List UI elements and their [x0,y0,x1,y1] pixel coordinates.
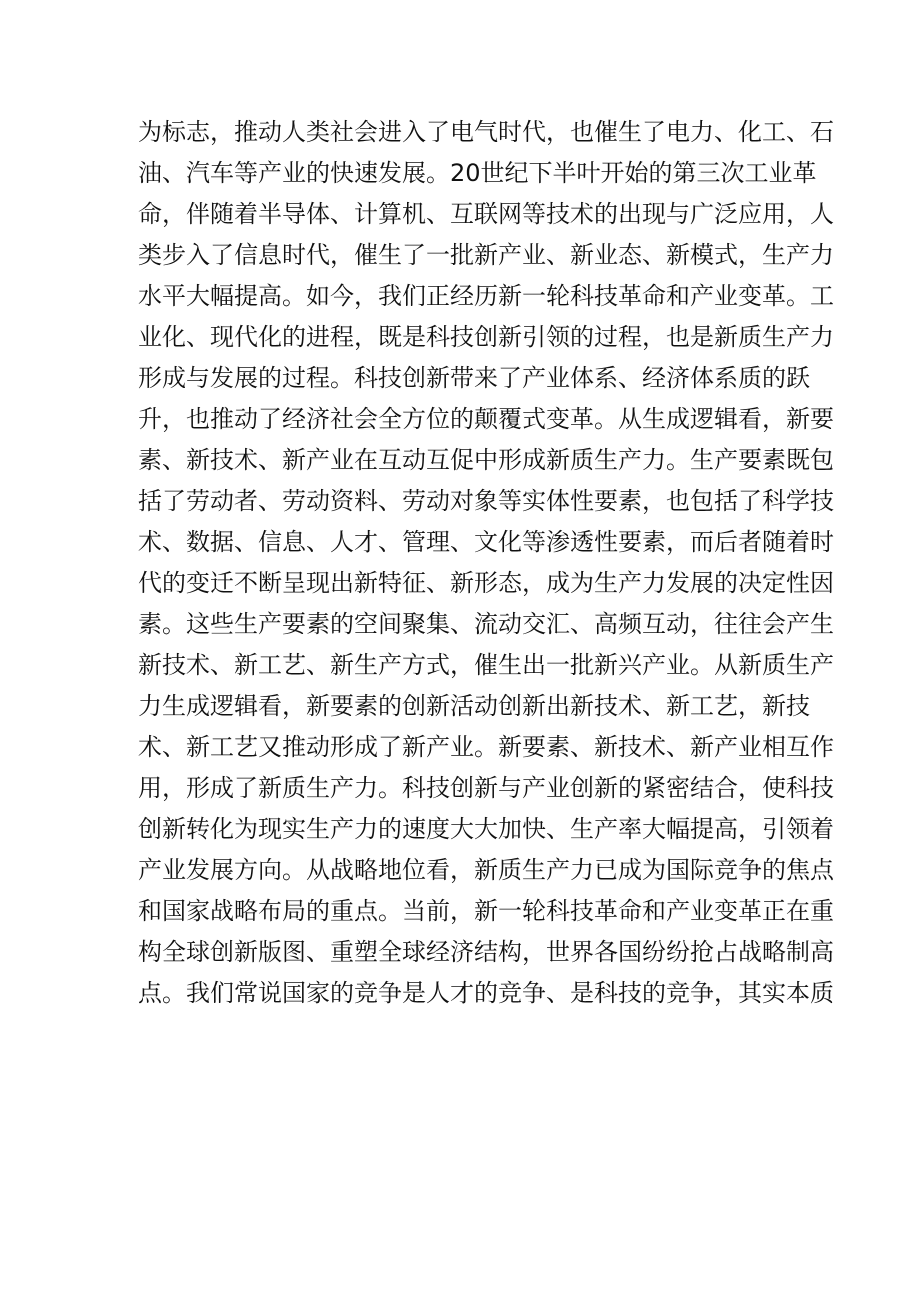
text-line: 类步入了信息时代，催生了一批新产业、新业态、新模式，生产力 [138,241,834,269]
text-line: 形成与发展的过程。科技创新带来了产业体系、经济体系质的跃 [138,364,810,392]
text-line: 和国家战略布局的重点。当前，新一轮科技革命和产业变革正在重 [138,897,834,925]
text-line: 术、数据、信息、人才、管理、文化等渗透性要素，而后者随着时 [138,528,834,556]
text-line: 水平大幅提高。如今，我们正经历新一轮科技革命和产业变革。工 [138,282,834,310]
text-line: 命，伴随着半导体、计算机、互联网等技术的出现与广泛应用，人 [138,200,834,228]
text-line: 点。我们常说国家的竞争是人才的竞争、是科技的竞争，其实本质 [138,979,834,1007]
text-line: 素。这些生产要素的空间聚集、流动交汇、高频互动，往往会产生 [138,610,834,638]
text-line: 产业发展方向。从战略地位看，新质生产力已成为国际竞争的焦点 [138,856,834,884]
text-line: 用，形成了新质生产力。科技创新与产业创新的紧密结合，使科技 [138,774,834,802]
body-paragraph [138,112,834,1014]
text-line: 术、新工艺又推动形成了新产业。新要素、新技术、新产业相互作 [138,733,834,761]
text-line: 力生成逻辑看，新要素的创新活动创新出新技术、新工艺，新技 [138,692,810,720]
text-line: 升，也推动了经济社会全方位的颠覆式变革。从生成逻辑看，新要 [138,405,834,433]
text-line: 新技术、新工艺、新生产方式，催生出一批新兴产业。从新质生产 [138,651,834,679]
text-line: 括了劳动者、劳动资料、劳动对象等实体性要素，也包括了科学技 [138,487,834,515]
text-line: 代的变迁不断呈现出新特征、新形态，成为生产力发展的决定性因 [138,569,834,597]
text-line: 创新转化为现实生产力的速度大大加快、生产率大幅提高，引领着 [138,815,834,843]
text-line: 素、新技术、新产业在互动互促中形成新质生产力。生产要素既包 [138,446,834,474]
text-line: 构全球创新版图、重塑全球经济结构，世界各国纷纷抢占战略制高 [138,938,834,966]
text-line: 业化、现代化的进程，既是科技创新引领的过程，也是新质生产力 [138,323,834,351]
text-line: 油、汽车等产业的快速发展。20世纪下半叶开始的第三次工业革 [138,159,817,187]
text-line: 为标志，推动人类社会进入了电气时代，也催生了电力、化工、石 [138,118,834,146]
